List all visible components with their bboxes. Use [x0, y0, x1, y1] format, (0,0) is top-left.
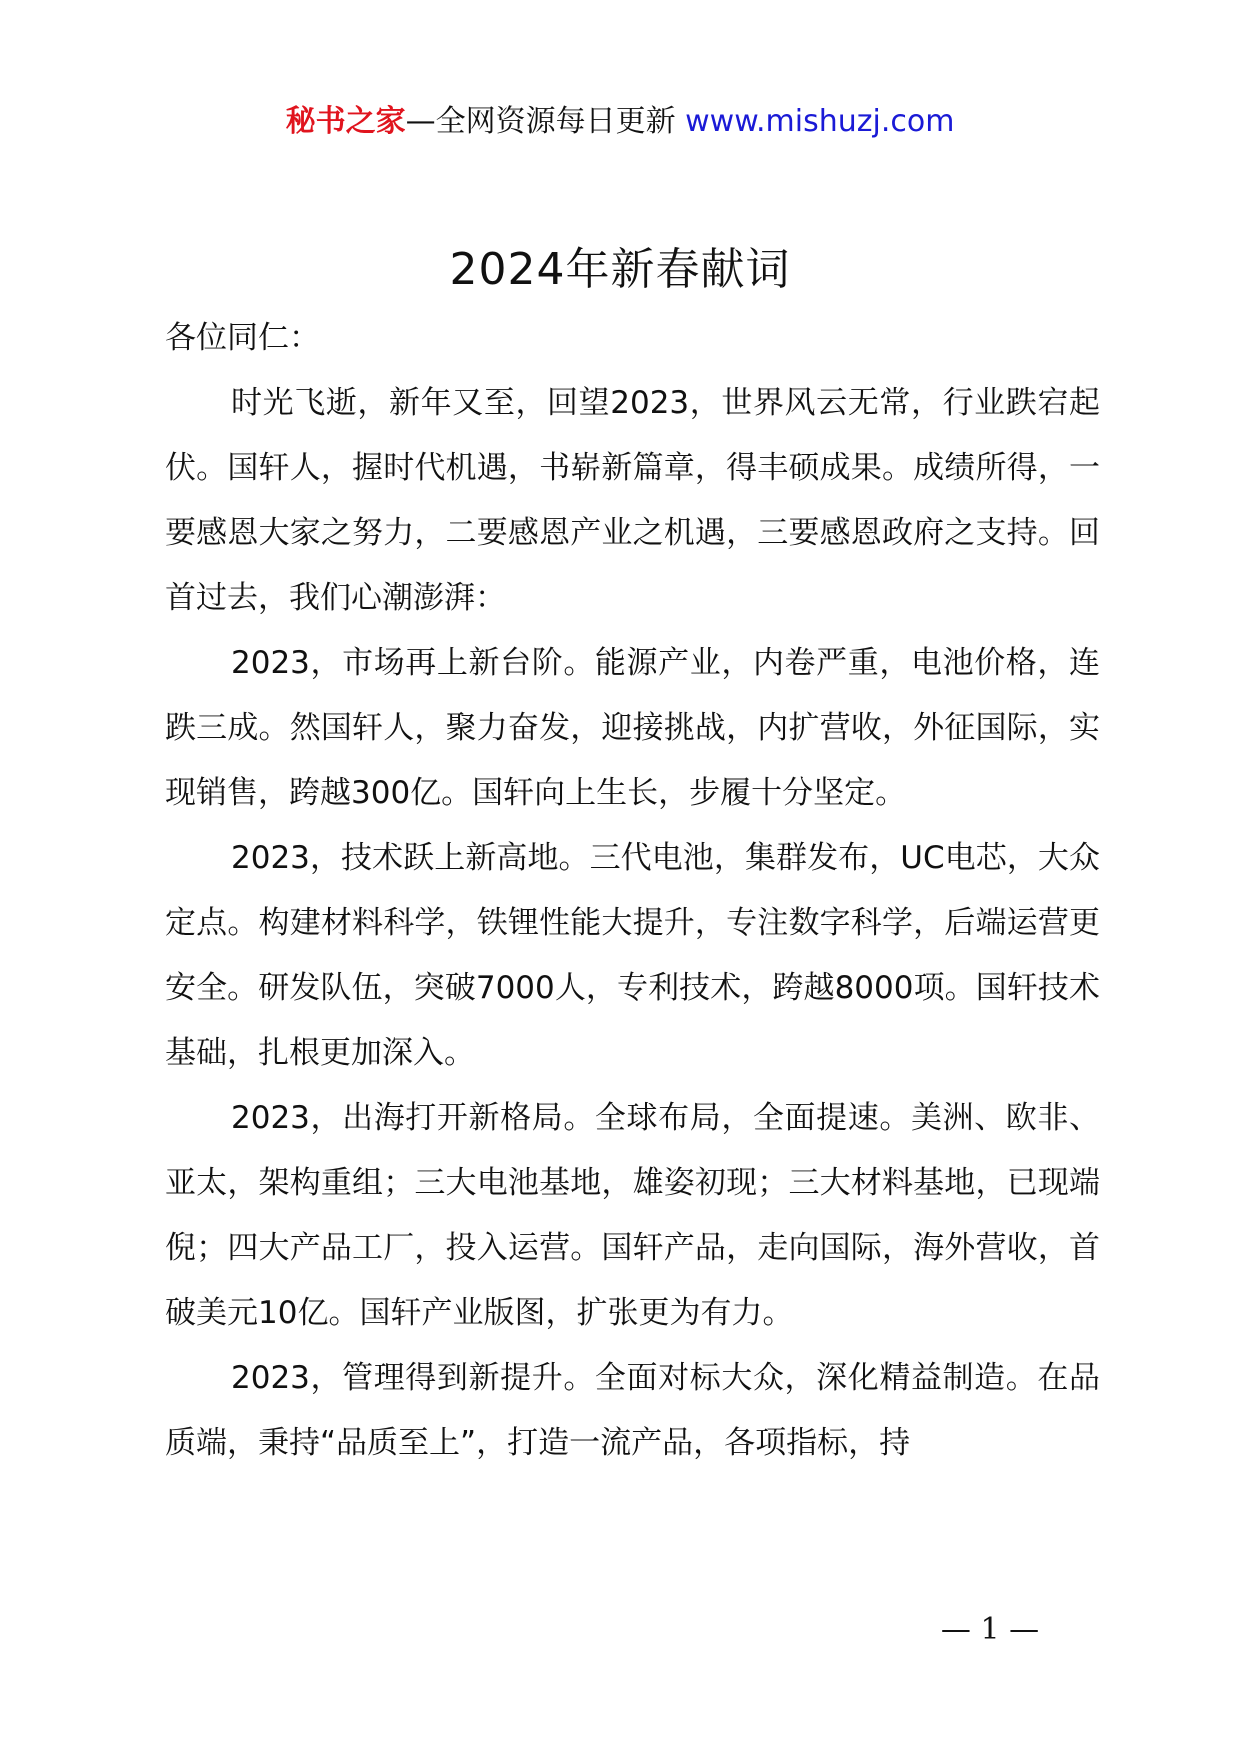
document-title: 2024年新春献词: [449, 244, 791, 295]
site-tagline: —全网资源每日更新: [405, 104, 686, 139]
paragraph: 2023，出海打开新格局。全球布局，全面提速。美洲、欧非、亚太，架构重组；三大电池基地，雄姿初现；三大材料基地，已现端倪；四大产品工厂，投入运营。国轩产品，走向国际，海外营收，首破美元10亿。国轩产业版图，扩张更为有力。: [165, 1100, 1100, 1331]
page-number: — 1 —: [940, 1612, 1040, 1647]
paragraph: 2023，管理得到新提升。全面对标大众，深化精益制造。在品质端，秉持“品质至上”，打造一流产品，各项指标，持: [165, 1360, 1100, 1461]
paragraph: 2023，技术跃上新高地。三代电池，集群发布，UC电芯，大众定点。构建材料科学，铁锂性能大提升，专注数字科学，后端运营更安全。研发队伍，突破7000人，专利技术，跨越8000项。国轩技术基础，扎根更加深入。: [165, 840, 1100, 1071]
site-header: [0, 100, 1240, 144]
paragraph: 时光飞逝，新年又至，回望2023，世界风云无常，行业跌宕起伏。国轩人，握时代机遇，书崭新篇章，得丰硕成果。成绩所得，一要感恩大家之努力，二要感恩产业之机遇，三要感恩政府之支持。回首过去，我们心潮澎湃：: [165, 385, 1100, 616]
paragraph: 2023，市场再上新台阶。能源产业，内卷严重，电池价格，连跌三成。然国轩人，聚力奋发，迎接挑战，内扩营收，外征国际，实现销售，跨越300亿。国轩向上生长，步履十分坚定。: [165, 645, 1100, 811]
salutation: 各位同仁：: [165, 320, 320, 356]
site-brand: 秘书之家: [285, 104, 406, 139]
document-body: [165, 306, 1100, 1476]
site-url-link[interactable]: www.mishuzj.com: [685, 104, 955, 139]
